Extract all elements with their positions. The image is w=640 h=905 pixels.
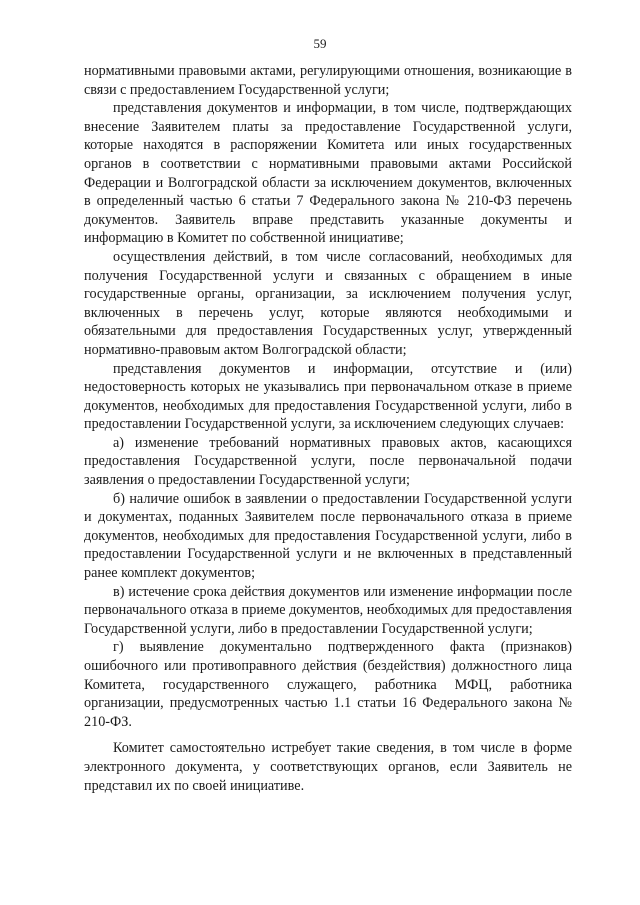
list-item-v: в) истечение срока действия документов или изменение информации после первоначального отказа в приеме документов, необходимых для предоставления Государственной услуги, либо в предоставлении Государственной услуги; (84, 583, 573, 637)
paragraph-documents-information: представления документов и информации, в том числе, подтверждающих внесение Заявителем платы за предоставление Государственной услуги, которые находятся в распоряжении Комитета или иных государственных органов в соответствии с нормативными правовыми актами Российской Федерации и Волгоградской области за исключением документов, включенных в определенный частью 6 статьи 7 Федерального закона № 210-ФЗ перечень документов. Заявитель вправе представить указанные документы и информацию в Комитет по собственной инициативе; (84, 100, 572, 247)
list-item-g: г) выявление документально подтвержденного факта (признаков) ошибочного или противоправного действия (бездействия) должностного лица Комитета, государственного служащего, работника МФЦ, работника организации, предусмотренных частью 1.1 статьи 16 Федерального закона № 210-ФЗ. (84, 639, 572, 730)
paragraph-continuation: нормативными правовыми актами, регулирующими отношения, возникающие в связи с предоставлением Государственной услуги; (84, 63, 572, 98)
paragraph-committee-requests: Комитет самостоятельно истребует такие сведения, в том числе в форме электронного документа, у соответствующих органов, если Заявитель не представил их по своей инициативе. (84, 740, 572, 794)
page-number: 59 (313, 36, 327, 51)
paragraph-missing-documents: представления документов и информации, отсутствие и (или) недостоверность которых не указывались при первоначальном отказе в приеме документов, необходимых для предоставления Государственной услуги, либо в предоставлении Государственной услуги, за исключением следующих случаев: (84, 360, 572, 433)
list-item-b: б) наличие ошибок в заявлении о предоставлении Государственной услуги и документах, поданных Заявителем после первоначального отказа в приеме документов, необходимых для предоставления Государственной услуги, либо в предоставлении Государственной услуги и не включенных в представленный ранее комплект документов; (84, 490, 572, 582)
list-item-a: а) изменение требований нормативных правовых актов, касающихся предоставления Государственной услуги, после первоначальной подачи заявления о предоставлении Государственной услуги; (84, 434, 572, 489)
document-body (84, 62, 572, 795)
paragraph-actions-approvals: осуществления действий, в том числе согласований, необходимых для получения Государственной услуги и связанных с обращением в иные государственные органы, организации, за исключением получения услуг, включенных в перечень услуг, которые являются необходимыми и обязательными для предоставления Государственных услуг, утвержденный нормативно-правовым актом Волгоградской области; (84, 248, 572, 358)
